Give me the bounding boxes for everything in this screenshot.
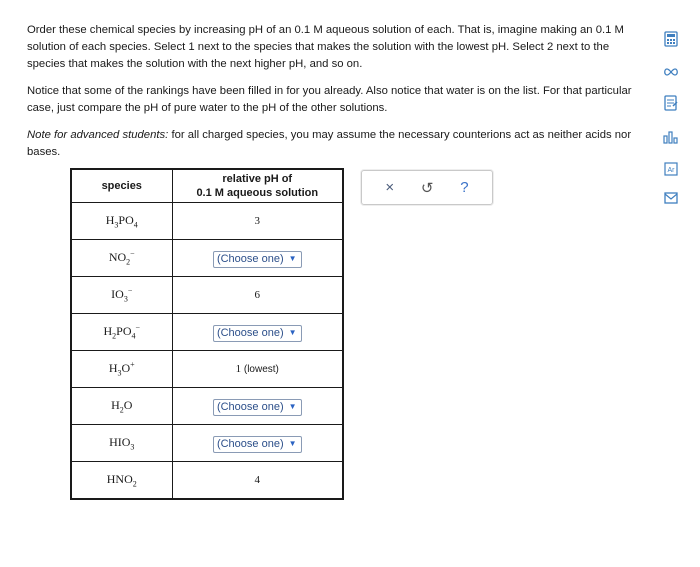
rank-cell	[172, 314, 343, 351]
species-cell: $HIO_3$	[71, 425, 172, 462]
table-row	[71, 351, 343, 388]
table-row	[71, 462, 343, 500]
species-cell: $H_3O^+$	[71, 351, 172, 388]
table-row	[71, 425, 343, 462]
table-row	[71, 388, 343, 425]
mail-icon[interactable]	[659, 189, 683, 207]
dropdown-arrow-icon: ▼	[288, 327, 297, 337]
species-cell: $H_2O$	[71, 388, 172, 425]
rank-select[interactable]: (Choose one) ▼	[213, 251, 302, 268]
rank-cell: 1 (lowest)	[172, 351, 343, 388]
periodic-table-icon[interactable]	[659, 160, 683, 178]
table-row	[71, 314, 343, 351]
dropdown-arrow-icon: ▼	[288, 438, 297, 448]
species-cell: $H_2PO_4^-$	[71, 314, 172, 351]
answer-toolbox	[361, 170, 493, 205]
species-cell: $H_3PO_4$	[71, 203, 172, 240]
rank-select[interactable]: (Choose one) ▼	[213, 325, 302, 342]
table-row	[71, 203, 343, 240]
species-cell: $HNO_2$	[71, 462, 172, 500]
dropdown-arrow-icon: ▼	[288, 253, 297, 263]
species-cell: $IO_3^-$	[71, 277, 172, 314]
clear-icon[interactable]: ×	[385, 179, 395, 196]
notes-icon[interactable]	[659, 94, 683, 112]
rank-cell	[172, 388, 343, 425]
infinity-icon[interactable]	[659, 63, 683, 81]
advanced-note-text: for all charged species, you may assume the necessary counterions act as neither acids nor bases.	[27, 129, 632, 158]
instructions-paragraph-1: Order these chemical species by increasing pH of an 0.1 M aqueous solution of each. That is, imagine making an 0.1 M solution of each species. Select 1 next to the species that makes the solution with the lowest pH. Select 2 next to the species that makes the solution with the next higher pH, and so on.	[27, 24, 624, 70]
question-body	[27, 22, 642, 171]
bar-chart-icon[interactable]	[659, 128, 683, 146]
rank-cell: 6	[172, 277, 343, 314]
svg-text:Ar: Ar	[667, 167, 675, 174]
rank-cell: 3	[172, 203, 343, 240]
calculator-icon[interactable]	[659, 30, 683, 48]
rank-cell	[172, 240, 343, 277]
rank-cell: 4	[172, 462, 343, 500]
ranking-table	[70, 168, 344, 500]
table-row	[71, 240, 343, 277]
advanced-note-label: Note for advanced students:	[27, 129, 169, 141]
instructions-paragraph-2: Notice that some of the rankings have been filled in for you already. Also notice that water is on the list. For that particular case, just compare the pH of pure water to the pH of the other solutions.	[27, 85, 632, 114]
help-icon[interactable]: ?	[460, 179, 469, 196]
relative-ph-column-header: relative pH of 0.1 M aqueous solution	[172, 169, 343, 203]
species-column-header: species	[71, 169, 172, 203]
species-cell: $NO_2^-$	[71, 240, 172, 277]
rank-select[interactable]: (Choose one) ▼	[213, 399, 302, 416]
rank-select[interactable]: (Choose one) ▼	[213, 436, 302, 453]
undo-icon[interactable]: ↺	[420, 179, 434, 197]
table-row	[71, 277, 343, 314]
dropdown-arrow-icon: ▼	[288, 401, 297, 411]
advanced-note	[27, 127, 642, 161]
rank-cell	[172, 425, 343, 462]
